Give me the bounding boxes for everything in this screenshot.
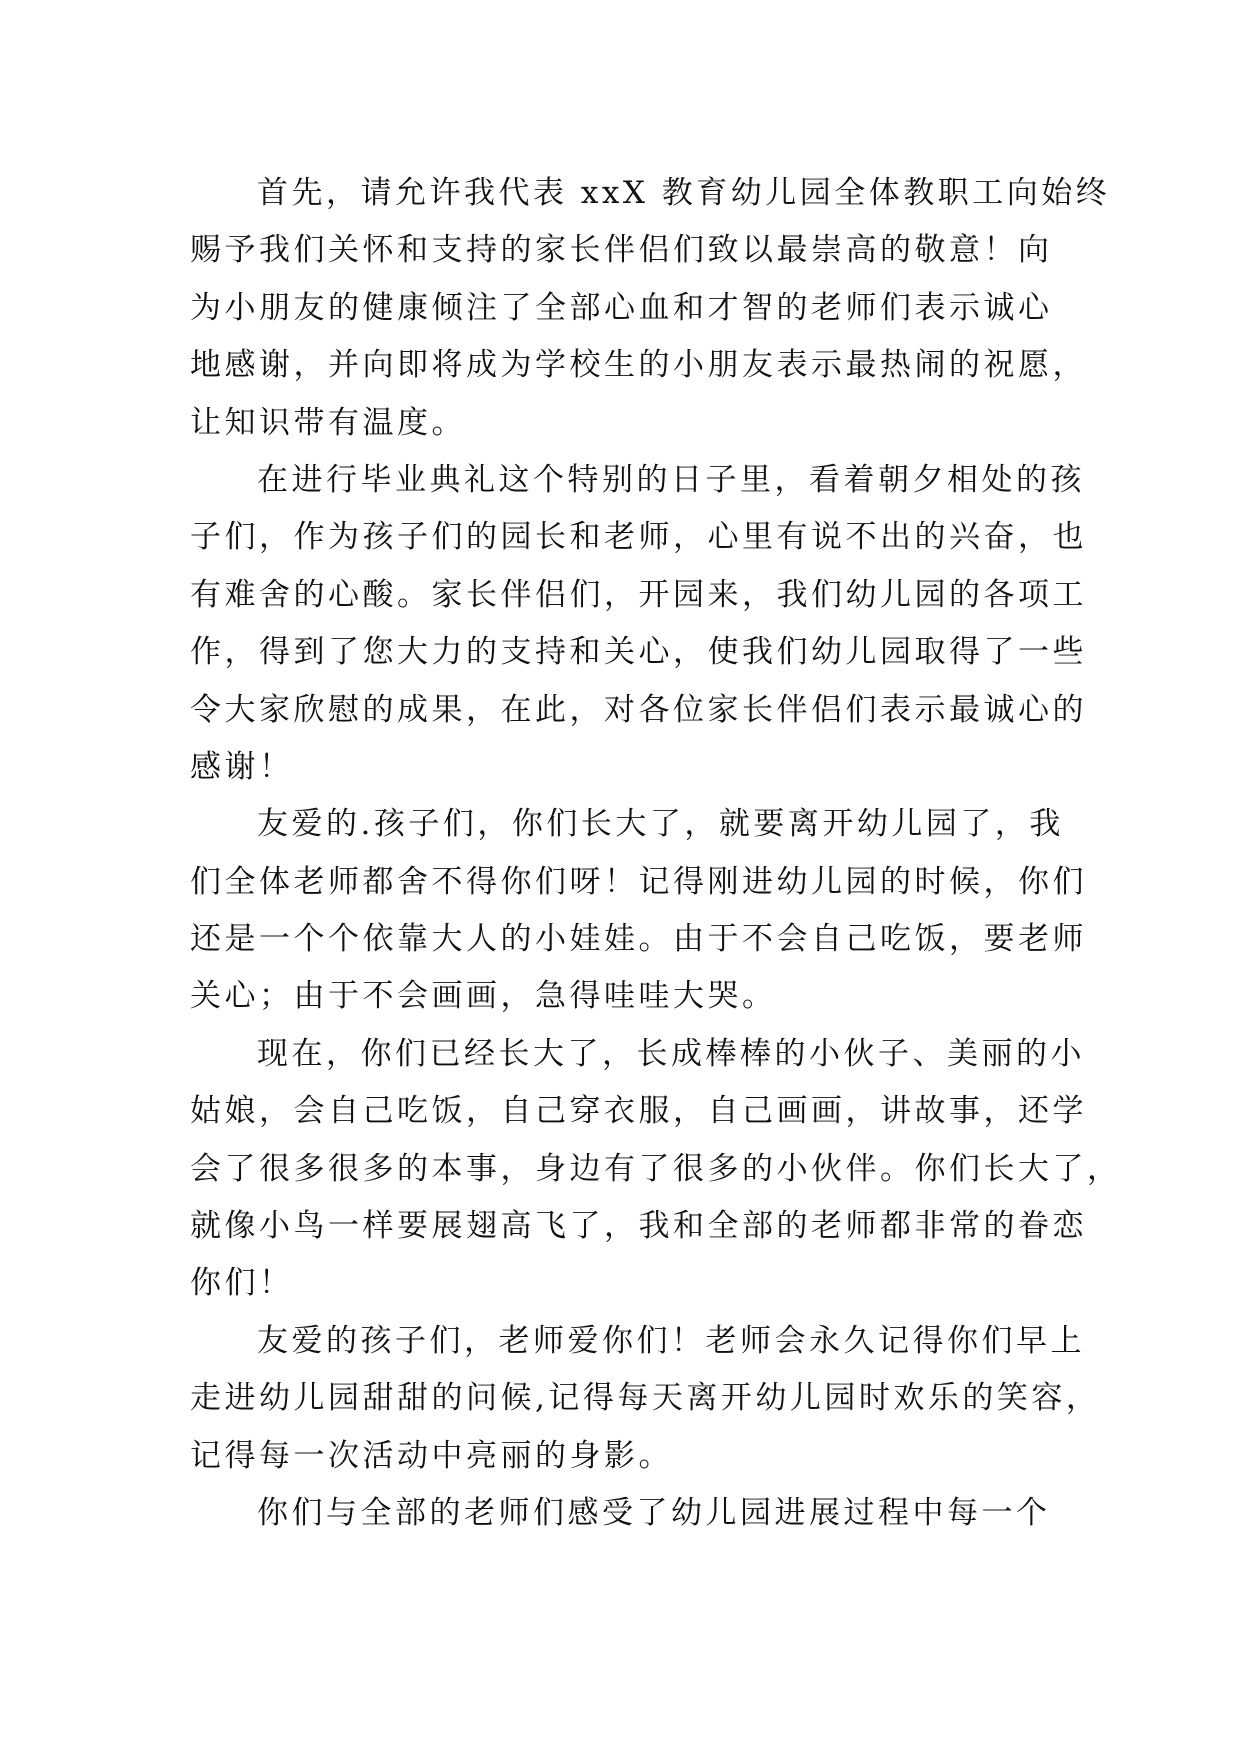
- text-line: 赐予我们关怀和支持的家长伴侣们致以最崇高的敬意！向: [190, 232, 1053, 269]
- text-line: 首先，请允许我代表 xxX 教育幼儿园全体教职工向始终: [257, 175, 1111, 211]
- paragraph-4: [190, 1026, 1122, 1313]
- text-line: 地感谢，并向即将成为学校生的小朋友表示最热闹的祝愿，: [190, 347, 1087, 384]
- text-line: 就像小鸟一样要展翅高飞了，我和全部的老师都非常的眷恋: [190, 1208, 1087, 1245]
- text-line: 还是一个个依靠大人的小娃娃。由于不会自己吃饭，要老师: [190, 921, 1087, 958]
- text-line: 为小朋友的健康倾注了全部心血和才智的老师们表示诚心: [190, 289, 1053, 326]
- text-line: 姑娘，会自己吃饭，自己穿衣服，自己画画，讲故事，还学: [190, 1093, 1087, 1130]
- text-line: 会了很多很多的本事，身边有了很多的小伙伴。你们长大了，: [190, 1150, 1122, 1187]
- text-line: 友爱的.孩子们，你们长大了，就要离开幼儿园了，我: [257, 806, 1064, 843]
- text-line: 让知识带有温度。: [190, 404, 466, 441]
- text-line: 关心；由于不会画画，急得哇哇大哭。: [190, 978, 777, 1015]
- text-line: 友爱的孩子们，老师爱你们！老师会永久记得你们早上: [257, 1322, 1085, 1359]
- text-line: 你们！: [190, 1265, 294, 1302]
- text-line: 走进幼儿园甜甜的问候,记得每天离开幼儿园时欢乐的笑容，: [190, 1380, 1101, 1417]
- paragraph-6: [190, 1485, 1060, 1542]
- paragraph-5: [190, 1313, 1101, 1485]
- text-line: 在进行毕业典礼这个特别的日子里，看着朝夕相处的孩: [257, 461, 1085, 498]
- paragraph-2: [190, 452, 1087, 796]
- text-line: 感谢！: [190, 748, 294, 785]
- text-line: 作，得到了您大力的支持和关心，使我们幼儿园取得了一些: [190, 634, 1087, 671]
- text-line: 你们与全部的老师们感受了幼儿园进展过程中每一个: [257, 1494, 1051, 1531]
- text-line: 现在，你们已经长大了，长成棒棒的小伙子、美丽的小: [257, 1035, 1085, 1072]
- text-line: 令大家欣慰的成果，在此，对各位家长伴侣们表示最诚心的: [190, 691, 1087, 728]
- text-line: 有难舍的心酸。家长伴侣们，开园来，我们幼儿园的各项工: [190, 576, 1087, 613]
- document-body: [190, 165, 1122, 1542]
- paragraph-1: [190, 165, 1111, 452]
- text-line: 记得每一次活动中亮丽的身影。: [190, 1437, 673, 1474]
- paragraph-3: [190, 796, 1087, 1026]
- text-line: 子们，作为孩子们的园长和老师，心里有说不出的兴奋，也: [190, 519, 1087, 556]
- text-line: 们全体老师都舍不得你们呀！记得刚进幼儿园的时候，你们: [190, 863, 1087, 900]
